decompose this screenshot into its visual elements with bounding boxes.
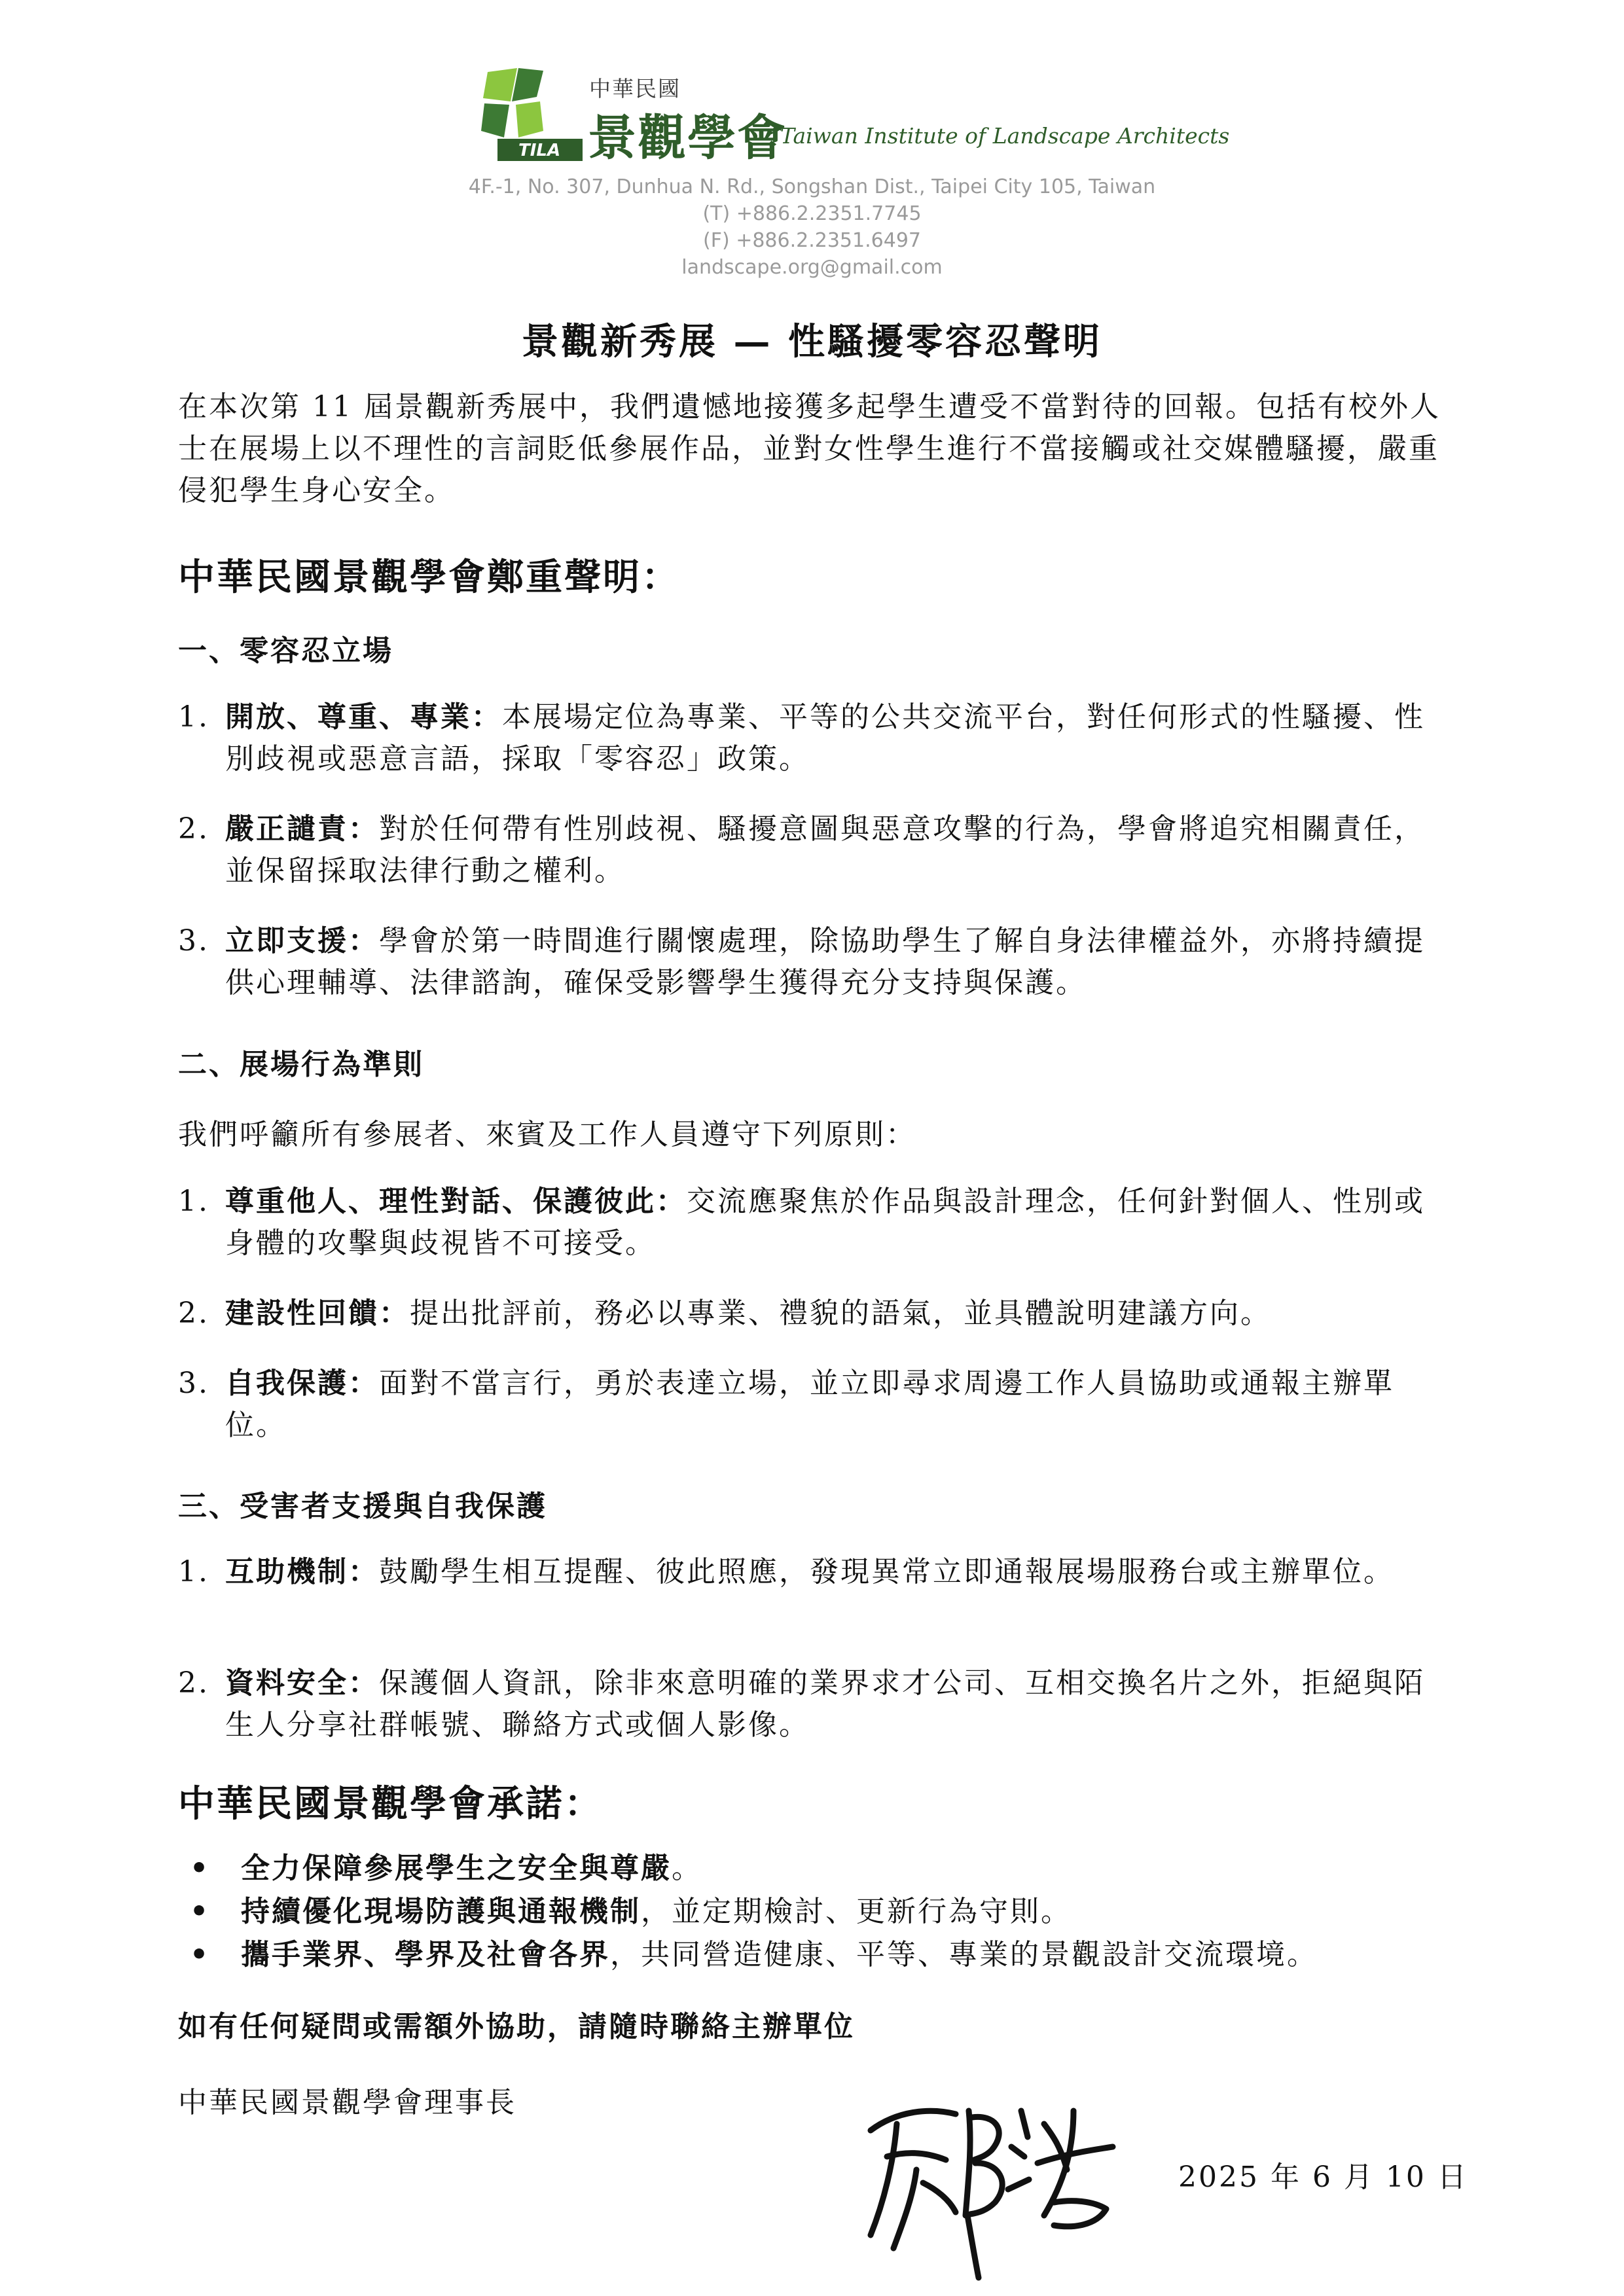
- commitment-bold: 持續優化現場防護與通報機制: [241, 1895, 641, 1928]
- section-2-item: [178, 1293, 1454, 1335]
- list-item: [190, 1890, 1466, 1933]
- item-text: 本展場定位為專業、平等的公共交流平台，對任何形式的性騷擾、性別歧視或惡意言語，採取「零容忍」政策。: [225, 700, 1425, 776]
- item-lead: 互助機制：: [225, 1555, 379, 1588]
- logo-english-name: Taiwan Institute of Landscape Architects: [780, 123, 1230, 149]
- item-text: 對於任何帶有性別歧視、騷擾意圖與惡意攻擊的行為，學會將追究相關責任，並保留採取法律行動之權利。: [225, 812, 1425, 888]
- logo-tila-text: TILA: [518, 141, 561, 160]
- logo-name: 景觀學會: [588, 110, 787, 166]
- bullet-icon: •: [190, 1852, 211, 1885]
- section-3-heading: 三、受害者支援與自我保護: [178, 1490, 547, 1523]
- item-number: 1.: [178, 700, 209, 734]
- item-number: 2.: [178, 1666, 209, 1700]
- address-block: [0, 173, 1624, 281]
- section-1-item: [178, 808, 1454, 892]
- item-text: 面對不當言行，勇於表達立場，並立即尋求周邊工作人員協助或通報主辦單位。: [225, 1367, 1394, 1442]
- list-item: [190, 1933, 1466, 1977]
- address-line: 4F.-1, No. 307, Dunhua N. Rd., Songshan Dist., Taipei City 105, Taiwan: [468, 175, 1156, 198]
- bullet-icon: •: [190, 1895, 211, 1928]
- contact-line: 如有任何疑問或需額外協助，請隨時聯絡主辦單位: [178, 2010, 855, 2043]
- commitment-rest: ，並定期檢討、更新行為守則。: [641, 1895, 1072, 1928]
- item-number: 1.: [178, 1555, 209, 1588]
- date-line: 2025 年 6 月 10 日: [1178, 2161, 1468, 2194]
- email-line: landscape.org@gmail.com: [681, 256, 943, 279]
- item-text: 學會於第一時間進行關懷處理，除協助學生了解自身法律權益外，亦將持續提供心理輔導、法律諮詢，確保受影響學生獲得充分支持與保護。: [225, 924, 1425, 999]
- commitment-bold: 全力保障參展學生之安全與尊嚴: [241, 1852, 672, 1885]
- bullet-icon: •: [190, 1938, 211, 1971]
- signer-title: 中華民國景觀學會理事長: [178, 2086, 516, 2119]
- section-2-heading: 二、展場行為準則: [178, 1048, 424, 1081]
- logo-small-text: 中華民國: [589, 76, 681, 101]
- commitment-rest: ，共同營造健康、平等、專業的景觀設計交流環境。: [610, 1938, 1318, 1971]
- item-lead: 尊重他人、理性對話、保護彼此：: [225, 1185, 687, 1218]
- item-number: 2.: [178, 1297, 209, 1330]
- section-2-intro: 我們呼籲所有參展者、來賓及工作人員遵守下列原則：: [178, 1118, 916, 1151]
- item-number: 2.: [178, 812, 209, 846]
- item-number: 3.: [178, 1367, 209, 1400]
- section-1-heading: 一、零容忍立場: [178, 634, 393, 668]
- section-2-item: [178, 1363, 1454, 1446]
- item-lead: 立即支援：: [225, 924, 379, 958]
- item-lead: 嚴正譴責：: [225, 812, 379, 846]
- handwritten-signature-icon: [857, 2085, 1119, 2281]
- item-text: 鼓勵學生相互提醒、彼此照應，發現異常立即通報展場服務台或主辦單位。: [379, 1555, 1394, 1588]
- tila-leaf-logo-icon: [478, 65, 602, 164]
- item-text: 交流應聚焦於作品與設計理念，任何針對個人、性別或身體的攻擊與歧視皆不可接受。: [225, 1185, 1425, 1260]
- intro-paragraph: 在本次第 11 屆景觀新秀展中，我們遺憾地接獲多起學生遭受不當對待的回報。包括有校外人士在展場上以不理性的言詞貶低參展作品，並對女性學生進行不當接觸或社交媒體騷擾，嚴重侵犯學生身心安全。: [178, 390, 1441, 507]
- section-2-item: [178, 1181, 1454, 1265]
- item-number: 3.: [178, 924, 209, 958]
- item-text: 保護個人資訊，除非來意明確的業界求才公司、互相交換名片之外，拒絕與陌生人分享社群帳號、聯絡方式或個人影像。: [225, 1666, 1425, 1742]
- section-1-item: [178, 920, 1454, 1004]
- declaration-heading: 中華民國景觀學會鄭重聲明：: [178, 556, 680, 599]
- item-text: 提出批評前，務必以專業、禮貌的語氣，並具體說明建議方向。: [410, 1297, 1271, 1330]
- item-number: 1.: [178, 1185, 209, 1218]
- item-lead: 建設性回饋：: [225, 1297, 410, 1330]
- section-3-item: [178, 1662, 1454, 1746]
- letterhead: [478, 65, 1230, 166]
- commitment-rest: 。: [672, 1852, 702, 1885]
- commitment-heading: 中華民國景觀學會承諾：: [178, 1782, 603, 1825]
- list-item: [190, 1847, 1466, 1890]
- item-lead: 自我保護：: [225, 1367, 379, 1400]
- commitment-list: [190, 1847, 1466, 1977]
- document-title: 景觀新秀展 — 性騷擾零容忍聲明: [522, 320, 1102, 363]
- fax-line: (F) +886.2.2351.6497: [703, 229, 921, 252]
- commitment-bold: 攜手業界、學界及社會各界: [241, 1938, 610, 1971]
- phone-line: (T) +886.2.2351.7745: [702, 202, 922, 225]
- section-1-item: [178, 696, 1454, 780]
- section-3-item: [178, 1551, 1454, 1593]
- item-lead: 資料安全：: [225, 1666, 379, 1700]
- item-lead: 開放、尊重、專業：: [225, 700, 502, 734]
